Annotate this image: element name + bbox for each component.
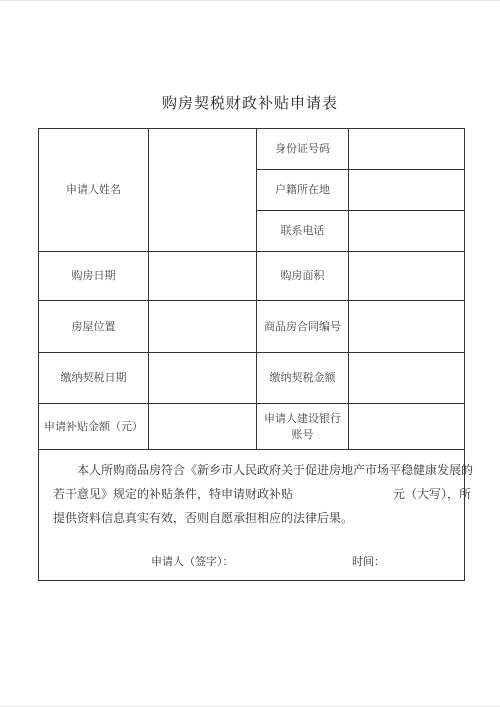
phone-value[interactable] [348,210,465,252]
declaration-line-1: 本人所购商品房符合《新乡市人民政府关于促进房地产市场平稳健康发展的 [77,463,474,477]
id-number-label: 身份证号码 [256,128,349,170]
purchase-date-label: 购房日期 [38,251,149,301]
purchase-date-value[interactable] [148,251,257,301]
declaration-line-3: 提供资料信息真实有效，否则自愿承担相应的法律后果。 [53,511,354,525]
contract-number-label: 商品房合同编号 [256,300,349,353]
purchase-area-value[interactable] [348,251,465,301]
signature-row [39,553,464,569]
declaration-section [38,449,474,581]
tax-payment-date-label: 缴纳契税日期 [38,352,149,404]
subsidy-amount-value[interactable] [148,403,257,450]
purchase-area-label: 购房面积 [256,251,349,301]
date-label: 时间： [352,555,385,568]
property-location-value[interactable] [148,300,257,353]
property-location-label: 房屋位置 [38,300,149,353]
declaration-line-2 [53,482,472,506]
applicant-name-label: 申请人姓名 [38,128,149,252]
tax-amount-label: 缴纳契税金额 [256,352,349,404]
tax-payment-date-value[interactable] [148,352,257,404]
tax-amount-value[interactable] [348,352,465,404]
contract-number-value[interactable] [348,300,465,353]
phone-label: 联系电话 [256,210,349,252]
household-location-value[interactable] [348,169,465,211]
applicant-name-value[interactable] [148,128,257,252]
declaration-line-2-text: 若干意见》规定的补贴条件，特申请财政补贴 [53,487,294,501]
subsidy-amount-label: 申请补贴金额（元） [38,403,149,450]
bank-account-value[interactable] [348,403,465,450]
declaration-line-2-unit: 元（大写），所 [393,487,472,501]
id-number-value[interactable] [348,128,465,170]
signature-label: 申请人（签字）： [151,555,234,568]
household-location-label: 户籍所在地 [256,169,349,211]
page-title: 购房契税财政补贴申请表 [161,94,338,112]
page-top-edge [0,0,500,1]
bank-account-label: 申请人建设银行账号 [256,403,349,450]
